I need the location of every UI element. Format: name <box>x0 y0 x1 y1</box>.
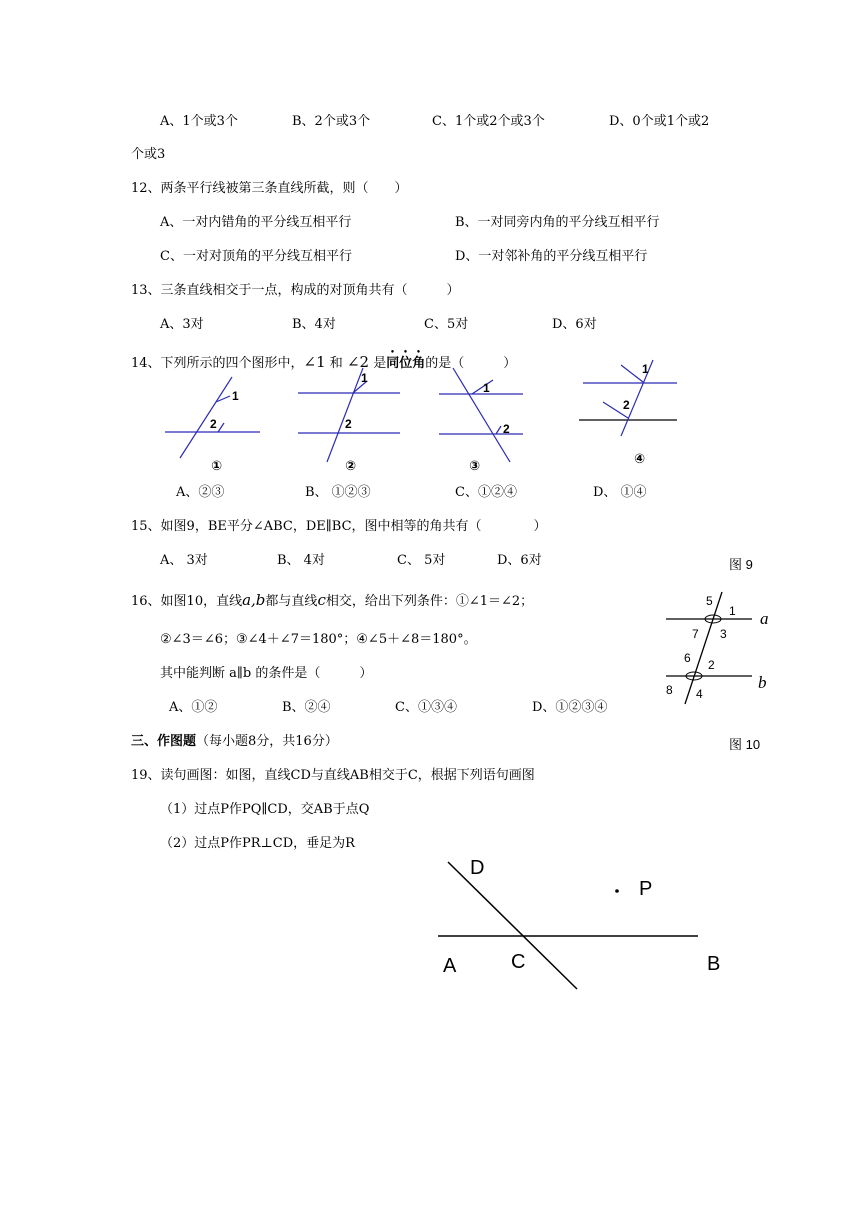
q14-figure-2-label: ② <box>345 458 357 473</box>
figure-10 <box>660 588 780 708</box>
fig10-line-a: a <box>760 609 769 628</box>
q13-stem: 13、三条直线相交于一点，构成的对顶角共有（ ） <box>131 283 460 298</box>
q14-figure-3-label: ③ <box>469 458 481 473</box>
q15-option-d: D、6对 <box>497 553 542 568</box>
q12-option-b: B、一对同旁内角的平分线互相平行 <box>455 215 660 230</box>
q12-stem: 12、两条平行线被第三条直线所截，则（ ） <box>131 181 408 196</box>
q11-option-d-wrap: 个或3 <box>131 147 166 162</box>
q11-option-d: D、0个或1个或2 <box>609 114 710 129</box>
q15-option-a: A、 3对 <box>160 553 208 568</box>
q12-option-c: C、一对对顶角的平分线互相平行 <box>160 249 352 264</box>
q16-option-a: A、①② <box>169 700 218 715</box>
q15-stem: 15、如图9，BE平分∠ABC，DE∥BC，图中相等的角共有（ ） <box>131 519 547 534</box>
point-p-dot <box>615 889 619 893</box>
q14-figure-3 <box>435 366 545 466</box>
fig10-angle-4: 4 <box>696 687 703 701</box>
q14-figure-1 <box>160 372 270 462</box>
q19-step-1: （1）过点P作PQ∥CD，交AB于点Q <box>160 802 370 817</box>
fig10-angle-3: 3 <box>720 627 727 641</box>
q15-option-c: C、 5对 <box>397 553 446 568</box>
q16-option-c: C、①③④ <box>395 700 457 715</box>
fig10-angle-2: 2 <box>708 658 715 672</box>
q13-option-c: C、5对 <box>424 317 469 332</box>
q11-option-c: C、1个或2个或3个 <box>432 114 545 129</box>
q14-stem: 14、下列所示的四个图形中，∠1 和 ∠2 是同位角的是（ ） <box>131 353 517 371</box>
point-p-label: P <box>639 878 653 900</box>
q13-option-d: D、6对 <box>552 317 597 332</box>
q11-option-b: B、2个或3个 <box>292 114 371 129</box>
fig10-angle-5: 5 <box>706 594 713 608</box>
q14-figure-4-label: ④ <box>634 451 646 466</box>
fig10-line-b: b <box>758 673 767 692</box>
q16-option-d: D、①②③④ <box>532 700 608 715</box>
point-b-label: B <box>707 953 721 975</box>
q14-figure-4 <box>575 358 685 448</box>
figure-10-caption: 图 10 <box>729 737 761 752</box>
fig10-angle-8: 8 <box>666 683 673 697</box>
q19-figure <box>430 850 740 1000</box>
fig10-angle-6: 6 <box>684 651 691 665</box>
point-d-label: D <box>470 857 485 879</box>
q14-fig4-angle-2: 2 <box>623 398 630 412</box>
q16-conditions: ②∠3＝∠6；③∠4＋∠7＝180°；④∠5＋∠8＝180°。 <box>160 632 477 647</box>
q12-option-d: D、一对邻补角的平分线互相平行 <box>455 249 648 264</box>
q14-fig2-angle-2: 2 <box>345 417 352 431</box>
q14-fig2-angle-1: 1 <box>361 371 368 385</box>
q14-option-a: A、②③ <box>176 485 225 500</box>
point-c-label: C <box>511 951 526 973</box>
fig10-angle-7: 7 <box>692 627 699 641</box>
q13-option-a: A、3对 <box>160 317 204 332</box>
q15-option-b: B、 4对 <box>277 553 325 568</box>
figure-9-caption: 图 9 <box>729 557 753 572</box>
q14-option-c: C、①②④ <box>455 485 517 500</box>
q14-fig3-angle-1: 1 <box>483 381 490 395</box>
section-3-heading: 三、作图题（每小题8分，共16分） <box>131 734 338 749</box>
q19-step-2: （2）过点P作PR⊥CD，垂足为R <box>160 836 355 851</box>
q14-fig3-angle-2: 2 <box>503 422 510 436</box>
q16-stem: 16、如图10，直线a,b都与直线c相交，给出下列条件：①∠1＝∠2； <box>131 591 534 609</box>
q11-option-a: A、1个或3个 <box>160 114 238 129</box>
q16-option-b: B、②④ <box>282 700 331 715</box>
q19-stem: 19、读句画图：如图，直线CD与直线AB相交于C，根据下列语句画图 <box>131 768 535 783</box>
fig10-angle-1: 1 <box>729 604 736 618</box>
q14-figure-1-label: ① <box>211 458 223 473</box>
point-a-label: A <box>443 955 457 977</box>
q14-fig4-angle-1: 1 <box>642 362 649 376</box>
q16-question: 其中能判断 a∥b 的条件是（ ） <box>160 666 373 681</box>
q14-figure-2 <box>295 366 405 466</box>
q14-option-d: D、 ①④ <box>593 485 647 500</box>
q14-fig1-angle-1: 1 <box>232 389 239 403</box>
q14-option-b: B、 ①②③ <box>305 485 371 500</box>
emphasized-term: 同位角 <box>386 356 426 371</box>
q12-option-a: A、一对内错角的平分线互相平行 <box>160 215 352 230</box>
q14-fig1-angle-2: 2 <box>210 417 217 431</box>
q13-option-b: B、4对 <box>292 317 336 332</box>
